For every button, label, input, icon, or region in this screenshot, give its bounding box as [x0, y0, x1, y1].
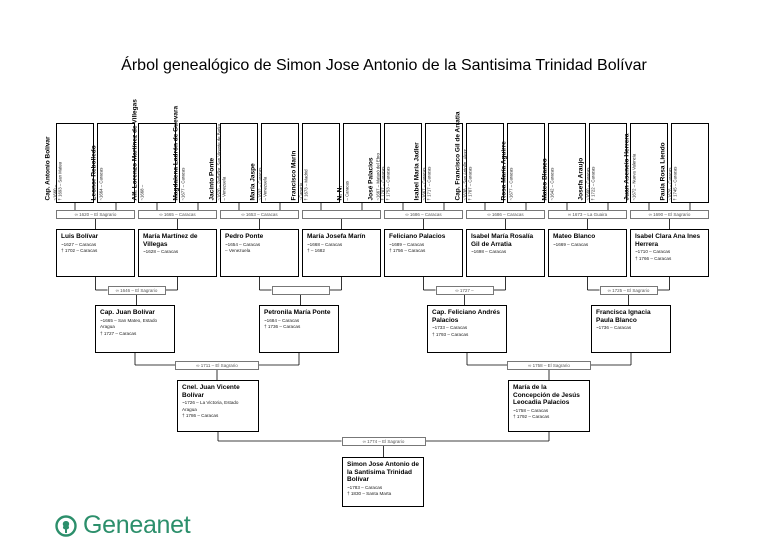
person-dates: † 1756 – Caracas: [389, 248, 426, 254]
person-dates: ~1758 – Caracas: [513, 407, 549, 413]
person-card-gen2[interactable]: [591, 305, 671, 353]
person-card-gen3[interactable]: [56, 229, 135, 277]
person-card-gen1[interactable]: [177, 380, 259, 432]
person-dates: ~1638 – San Antolín, Alexc: [462, 148, 467, 200]
person-name: Cap. Juan Bolívar: [100, 309, 155, 316]
person-dates: ~1632 – Caracas: [257, 167, 262, 200]
marriage-bar: ∞ 1686 – Caracas: [466, 210, 545, 219]
person-name: Cap. Feliciano Andrés Palacios: [432, 309, 501, 324]
person-card-gen3[interactable]: [138, 229, 217, 277]
person-dates: † – 1682: [307, 248, 325, 254]
person-dates: ~1654 – Caracas: [225, 241, 261, 247]
marriage-bar: ∞ 1653 – Caracas: [220, 210, 299, 219]
person-dates: ~1677 – Caracas: [180, 167, 185, 200]
person-name: Luis Bolívar: [61, 233, 99, 240]
person-name: Cap. Francisco Gil de Arratia: [454, 111, 462, 200]
person-dates: – Venezuela: [262, 176, 267, 200]
person-dates: – Venezuela: [225, 248, 251, 254]
marriage-bar: ∞ 1774 – El Sagrario: [342, 437, 426, 446]
person-dates: ~1698 – Caracas: [471, 249, 507, 254]
person-name: Paula Rosa Liendo: [659, 141, 667, 200]
person-card-gen4[interactable]: [290, 123, 340, 203]
person-card-gen2[interactable]: [259, 305, 339, 353]
person-name: Petronila María Ponte: [264, 309, 331, 316]
marriage-bar: ∞ 1711 – El Sagrario: [175, 361, 259, 370]
person-dates: † 1793 – Caracas: [432, 331, 469, 337]
person-name: Feliciano Palacios: [389, 233, 446, 240]
person-name: Cnel. Juan Vicente Bolívar: [182, 384, 240, 399]
person-dates: ~1672 – Nueva Valencia: [631, 153, 636, 200]
person-card-gen2[interactable]: [95, 305, 175, 353]
person-dates: ~1668 – Caracas: [307, 241, 343, 247]
person-name: María Josefa Marín: [307, 233, 366, 240]
person-name: María Martínez de Villegas: [143, 233, 198, 248]
person-dates: ~1726 – La Victoria, Estado: [182, 400, 239, 405]
person-name: Leonor Rebolledo: [90, 144, 98, 200]
person-dates: † 1707 – Caracas: [380, 166, 385, 200]
person-name: Mateo Blanco: [553, 233, 596, 240]
marriage-bar: ∞ 1725 – El Sagrario: [600, 286, 658, 295]
page-title: Árbol genealógico de Simon Jose Antonio de la Santisima Trinidad Bolívar: [121, 57, 647, 74]
person-dates: ~Canaria: [298, 182, 303, 200]
person-name: N. N.: [336, 185, 344, 200]
person-dates: † 1702 – Caracas: [61, 248, 98, 254]
person-dates: ~1665 – San Mateo, Estado: [100, 317, 158, 323]
person-card-gen4[interactable]: [44, 123, 94, 203]
person-name: Francisco Marín: [290, 150, 298, 200]
marriage-bar: ∞ 1727 –: [436, 286, 494, 295]
person-dates: † 1673 – Madrid: [303, 168, 308, 200]
person-card-gen4[interactable]: [90, 123, 135, 203]
person-dates: † 1786 – Caracas: [182, 413, 219, 419]
person-name: Magdalena Ladrón de Guevara: [172, 105, 180, 200]
person-name: Alf. Lorenzo Martínez de Villegas: [131, 98, 139, 200]
person-card-gen1[interactable]: [508, 380, 590, 432]
person-name: Isabel María Rosalía Gil de Arratia: [471, 233, 534, 248]
person-dates: ~1669 – Caracas: [553, 241, 589, 247]
person-dates: † 1707 – Caracas: [467, 166, 472, 200]
person-name: María de la Concepción de Jesús Leocadia Palacios: [513, 384, 580, 406]
person-dates: – Caracas: [344, 180, 349, 200]
person-dates: ~1664 – Caracas: [98, 167, 103, 200]
person-dates: † 1766 – Caracas: [635, 255, 672, 261]
person-dates: ~1684 – Caracas: [264, 317, 300, 323]
person-name: José Palacios: [367, 157, 375, 200]
person-dates: † 1727 – Caracas: [100, 330, 137, 336]
logo-text: Geneanet: [83, 511, 191, 539]
person-dates: ~1620 – Peñaflor, San Vicente de Barka: [216, 123, 221, 200]
marriage-bar: [302, 210, 381, 219]
person-dates: Aragua: [182, 406, 197, 412]
person-name: Isabel Clara Ana Ines Herrera: [635, 233, 701, 248]
person-name: María Jaspe: [249, 162, 257, 200]
person-name: Josefa Araujo: [577, 157, 585, 200]
person-card-gen4[interactable]: [454, 111, 504, 203]
person-dates: † 1717 – Caracas: [426, 166, 431, 200]
person-dates: † 1693 – San Mateo: [57, 161, 62, 200]
person-dates: ~1736 – Caracas: [596, 325, 632, 330]
person-card-root[interactable]: [342, 457, 424, 507]
person-card-gen4[interactable]: [500, 123, 545, 203]
person-card-gen4[interactable]: [577, 123, 627, 203]
marriage-bar: ∞ 1646 – El Sagrario: [108, 286, 166, 295]
person-dates: † 1736 – Caracas: [264, 324, 301, 330]
person-name: Pedro Ponte: [225, 233, 264, 240]
person-dates: Aragua: [100, 324, 115, 330]
person-dates: ~1783 – Caracas: [347, 484, 383, 490]
person-dates: ~1642 – Caracas: [549, 167, 554, 200]
person-dates: ~1733 – Caracas: [432, 325, 468, 330]
marriage-bar: ∞ 1673 – La Guaira: [548, 210, 627, 219]
person-dates: ~1627 – Caracas: [61, 241, 97, 247]
person-dates: ~1660 – Caracas: [585, 167, 590, 200]
person-dates: ~1667 – Mataró del Ebro: [375, 152, 380, 200]
person-dates: ~1628 – Caracas: [143, 249, 179, 254]
person-card-gen3[interactable]: [548, 229, 627, 277]
person-dates: ~1667 – Caracas: [421, 167, 426, 200]
person-dates: ~1660 –: [52, 184, 57, 200]
marriage-bar: ∞ 1758 – El Sagrario: [507, 361, 591, 370]
person-dates: ~1689 – Caracas: [389, 241, 425, 247]
person-dates: † 1722 – Caracas: [590, 166, 595, 200]
person-card-gen3[interactable]: [466, 229, 545, 277]
person-name: Mateo Blanco: [541, 157, 549, 200]
marriage-bar: ∞ 1620 – El Sagrario: [56, 210, 135, 219]
marriage-bar: [272, 286, 330, 295]
person-dates: † 1745 – Caracas: [672, 166, 677, 200]
person-dates: ~1710 – Caracas: [635, 249, 671, 254]
person-name: Rosa María Aguirre: [500, 140, 508, 200]
person-name: Francisca Ignacia Paula Blanco: [596, 309, 651, 324]
person-card-gen3[interactable]: [302, 229, 381, 277]
person-dates: † 1830 – Santa Marta: [347, 491, 392, 497]
person-name: Isabel María Jadler: [413, 141, 421, 200]
marriage-bar: ∞ 1665 – Caracas: [138, 210, 217, 219]
person-dates: ~1676 – Caracas: [667, 167, 672, 200]
person-dates: ~1668 –: [139, 184, 144, 200]
marriage-bar: ∞ 1690 – El Sagrario: [630, 210, 709, 219]
person-dates: † 1792 – Caracas: [513, 414, 550, 420]
marriage-bar: ∞ 1686 – Caracas: [384, 210, 463, 219]
geneanet-logo[interactable]: [55, 511, 190, 540]
person-name: Jacinto Ponte: [208, 157, 216, 200]
person-name: Cap. Antonio Bolívar: [44, 135, 52, 200]
person-name: Juan Asencio Herrera: [623, 133, 631, 200]
person-card-gen3[interactable]: [384, 229, 463, 277]
person-card-gen3[interactable]: [220, 229, 299, 277]
person-card-gen2[interactable]: [427, 305, 507, 353]
person-name: Simon Jose Antonio de la Santisima Trinidad Bolívar: [347, 461, 419, 483]
person-card-gen4[interactable]: [659, 123, 709, 203]
person-dates: † 1753 – Caracas: [385, 166, 390, 200]
person-dates: ~1677 – Caracas: [508, 167, 513, 200]
person-card-gen3[interactable]: [630, 229, 709, 277]
tree-icon: [55, 515, 77, 537]
person-dates: – Venezuela: [221, 176, 226, 200]
